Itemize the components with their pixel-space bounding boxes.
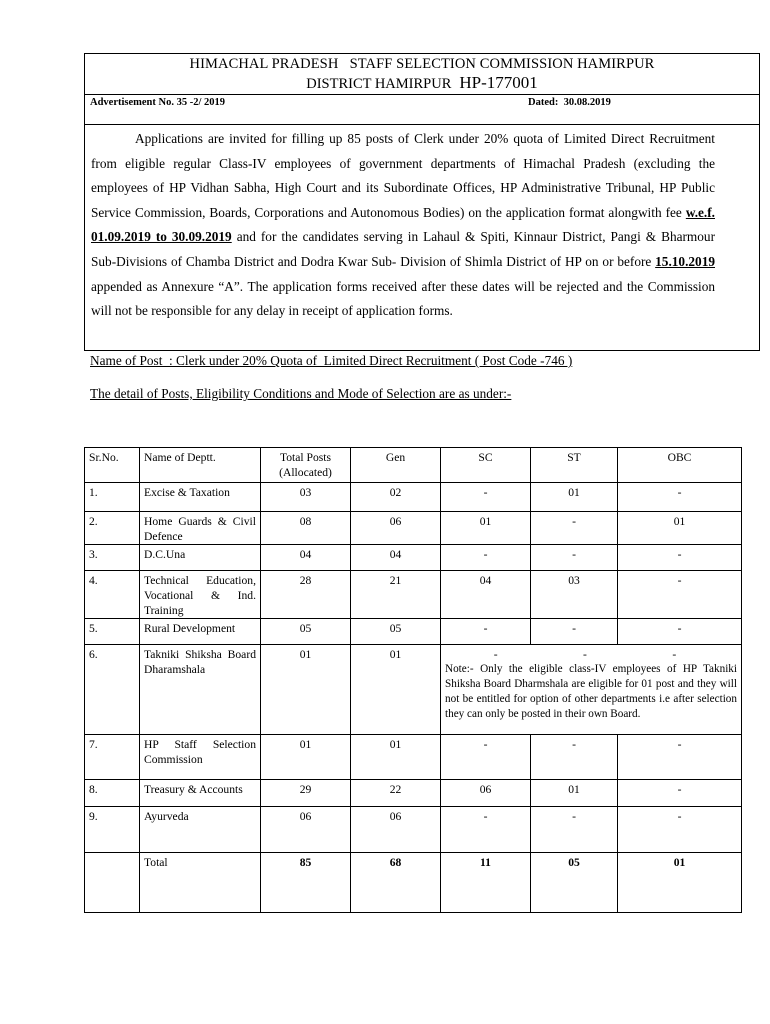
- last-date: 15.10.2019: [655, 253, 715, 269]
- cell-dept: Treasury & Accounts: [140, 780, 261, 807]
- cell-obc: -: [672, 648, 677, 661]
- total-gen: 68: [351, 853, 441, 913]
- table-row: [85, 512, 742, 545]
- cell-st: -: [531, 807, 618, 853]
- cell-obc: -: [618, 545, 742, 571]
- advertisement-date: Dated: 30.08.2019: [528, 97, 611, 108]
- total-row: [85, 853, 742, 913]
- cell-sc: -: [441, 483, 531, 512]
- cell-total: 01: [261, 735, 351, 780]
- cell-gen: 02: [351, 483, 441, 512]
- posts-table: [84, 447, 742, 913]
- header-sr: Sr.No.: [85, 448, 140, 483]
- note-text: Note:- Only the eligible class-IV employees of HP Takniki Shiksha Board Dharmshala are eligible for 01 post and they will not be entitled for option of other departments i.e after selection they can only be posted in their own Board.: [445, 663, 737, 720]
- cell-gen: 06: [351, 512, 441, 545]
- header-total: Total Posts (Allocated): [261, 448, 351, 483]
- table-row: [85, 483, 742, 512]
- table-row: [85, 571, 742, 619]
- cell-sc: -: [441, 545, 531, 571]
- cell-sc: -: [441, 619, 531, 645]
- district: DISTRICT HAMIRPUR: [306, 76, 452, 92]
- cell-sc: -: [441, 735, 531, 780]
- reserved-values: [445, 647, 737, 662]
- table-row: [85, 645, 742, 735]
- cell-st: 01: [531, 483, 618, 512]
- cell-total: 03: [261, 483, 351, 512]
- cell-total: 01: [261, 645, 351, 735]
- advertisement-number: Advertisement No. 35 -2/ 2019: [90, 97, 226, 108]
- cell-gen: 06: [351, 807, 441, 853]
- cell-obc: -: [618, 735, 742, 780]
- table-header-row: [85, 448, 742, 483]
- cell-total: 04: [261, 545, 351, 571]
- paragraph-text: and for the candidates serving in Lahaul & Spiti, Kinnaur District, Pangi & Bharmour Sub-Divisions of Chamba District and Dodra Kwar Sub- Division of Shimla District of HP on or before: [91, 229, 715, 269]
- paragraph-text: Applications are invited for filling up 85 posts of Clerk under 20% quota of Limited Direct Recruitment from eligible regular Class-IV employees of government departments of Himachal Pradesh (excluding the employees of HP Vidhan Sabha, High Court and its Subordinate Offices, HP Administrative Tribunal, HP Public Service Commission, Boards, Corporations and Autonomous Bodies) on the application format alongwith fee: [91, 131, 715, 220]
- pin-code: HP-177001: [459, 73, 538, 92]
- cell-gen: 22: [351, 780, 441, 807]
- cell-sc: 01: [441, 512, 531, 545]
- cell-total: 08: [261, 512, 351, 545]
- cell-sr: 5.: [85, 619, 140, 645]
- table-row: [85, 780, 742, 807]
- table-row: [85, 807, 742, 853]
- cell-sc: 06: [441, 780, 531, 807]
- detail-heading: The detail of Posts, Eligibility Conditions and Mode of Selection are as under:-: [90, 386, 512, 401]
- cell-sr: 9.: [85, 807, 140, 853]
- cell-sr: 7.: [85, 735, 140, 780]
- cell-sr: 8.: [85, 780, 140, 807]
- cell-sc: -: [493, 648, 498, 661]
- cell-obc: -: [618, 571, 742, 619]
- cell-st: -: [531, 545, 618, 571]
- total-sc: 11: [441, 853, 531, 913]
- cell-gen: 01: [351, 645, 441, 735]
- cell-sr: [85, 853, 140, 913]
- header-gen: Gen: [351, 448, 441, 483]
- cell-gen: 21: [351, 571, 441, 619]
- cell-sr: 2.: [85, 512, 140, 545]
- cell-total: 06: [261, 807, 351, 853]
- table-row: [85, 735, 742, 780]
- table-row: [85, 545, 742, 571]
- cell-sr: 6.: [85, 645, 140, 735]
- cell-gen: 01: [351, 735, 441, 780]
- cell-obc: -: [618, 483, 742, 512]
- cell-obc: -: [618, 619, 742, 645]
- cell-dept: HP Staff Selection Commission: [140, 735, 261, 780]
- cell-st: 01: [531, 780, 618, 807]
- cell-dept: Home Guards & Civil Defence: [140, 512, 261, 545]
- divider: [84, 94, 760, 95]
- org-address: [84, 73, 760, 93]
- cell-obc: 01: [618, 512, 742, 545]
- paragraph-text: appended as Annexure “A”. The application forms received after these dates will be rejected and the Commission will not be responsible for any delay in receipt of application forms.: [91, 278, 715, 319]
- total-st: 05: [531, 853, 618, 913]
- cell-sr: 4.: [85, 571, 140, 619]
- cell-note: [441, 645, 742, 735]
- cell-dept: Ayurveda: [140, 807, 261, 853]
- cell-total: 28: [261, 571, 351, 619]
- cell-dept: Rural Development: [140, 619, 261, 645]
- post-name: Name of Post : Clerk under 20% Quota of Limited Direct Recruitment ( Post Code -746 ): [90, 353, 573, 368]
- header-sc: SC: [441, 448, 531, 483]
- cell-gen: 05: [351, 619, 441, 645]
- cell-gen: 04: [351, 545, 441, 571]
- cell-dept: Excise & Taxation: [140, 483, 261, 512]
- cell-st: -: [531, 619, 618, 645]
- cell-st: 03: [531, 571, 618, 619]
- cell-sc: -: [441, 807, 531, 853]
- cell-total: 05: [261, 619, 351, 645]
- cell-dept: D.C.Una: [140, 545, 261, 571]
- cell-st: -: [531, 512, 618, 545]
- header-st: ST: [531, 448, 618, 483]
- cell-st: -: [583, 648, 587, 661]
- cell-dept: Technical Education, Vocational & Ind. Training: [140, 571, 261, 619]
- cell-st: -: [531, 735, 618, 780]
- cell-obc: -: [618, 807, 742, 853]
- cell-sr: 3.: [85, 545, 140, 571]
- header-dept: Name of Deptt.: [140, 448, 261, 483]
- application-window-dates: w.e.f. 01.09.2019 to 30.09.2019: [91, 204, 715, 245]
- cell-total: 29: [261, 780, 351, 807]
- table-row: [85, 619, 742, 645]
- org-title: HIMACHAL PRADESH STAFF SELECTION COMMISSION HAMIRPUR: [189, 56, 655, 72]
- cell-obc: -: [618, 780, 742, 807]
- total-label: Total: [140, 853, 261, 913]
- total-posts: 85: [261, 853, 351, 913]
- total-obc: 01: [618, 853, 742, 913]
- cell-dept: Takniki Shiksha Board Dharamshala: [140, 645, 261, 735]
- intro-paragraph: [91, 127, 715, 324]
- header-obc: OBC: [618, 448, 742, 483]
- cell-sr: 1.: [85, 483, 140, 512]
- cell-sc: 04: [441, 571, 531, 619]
- divider: [84, 124, 760, 125]
